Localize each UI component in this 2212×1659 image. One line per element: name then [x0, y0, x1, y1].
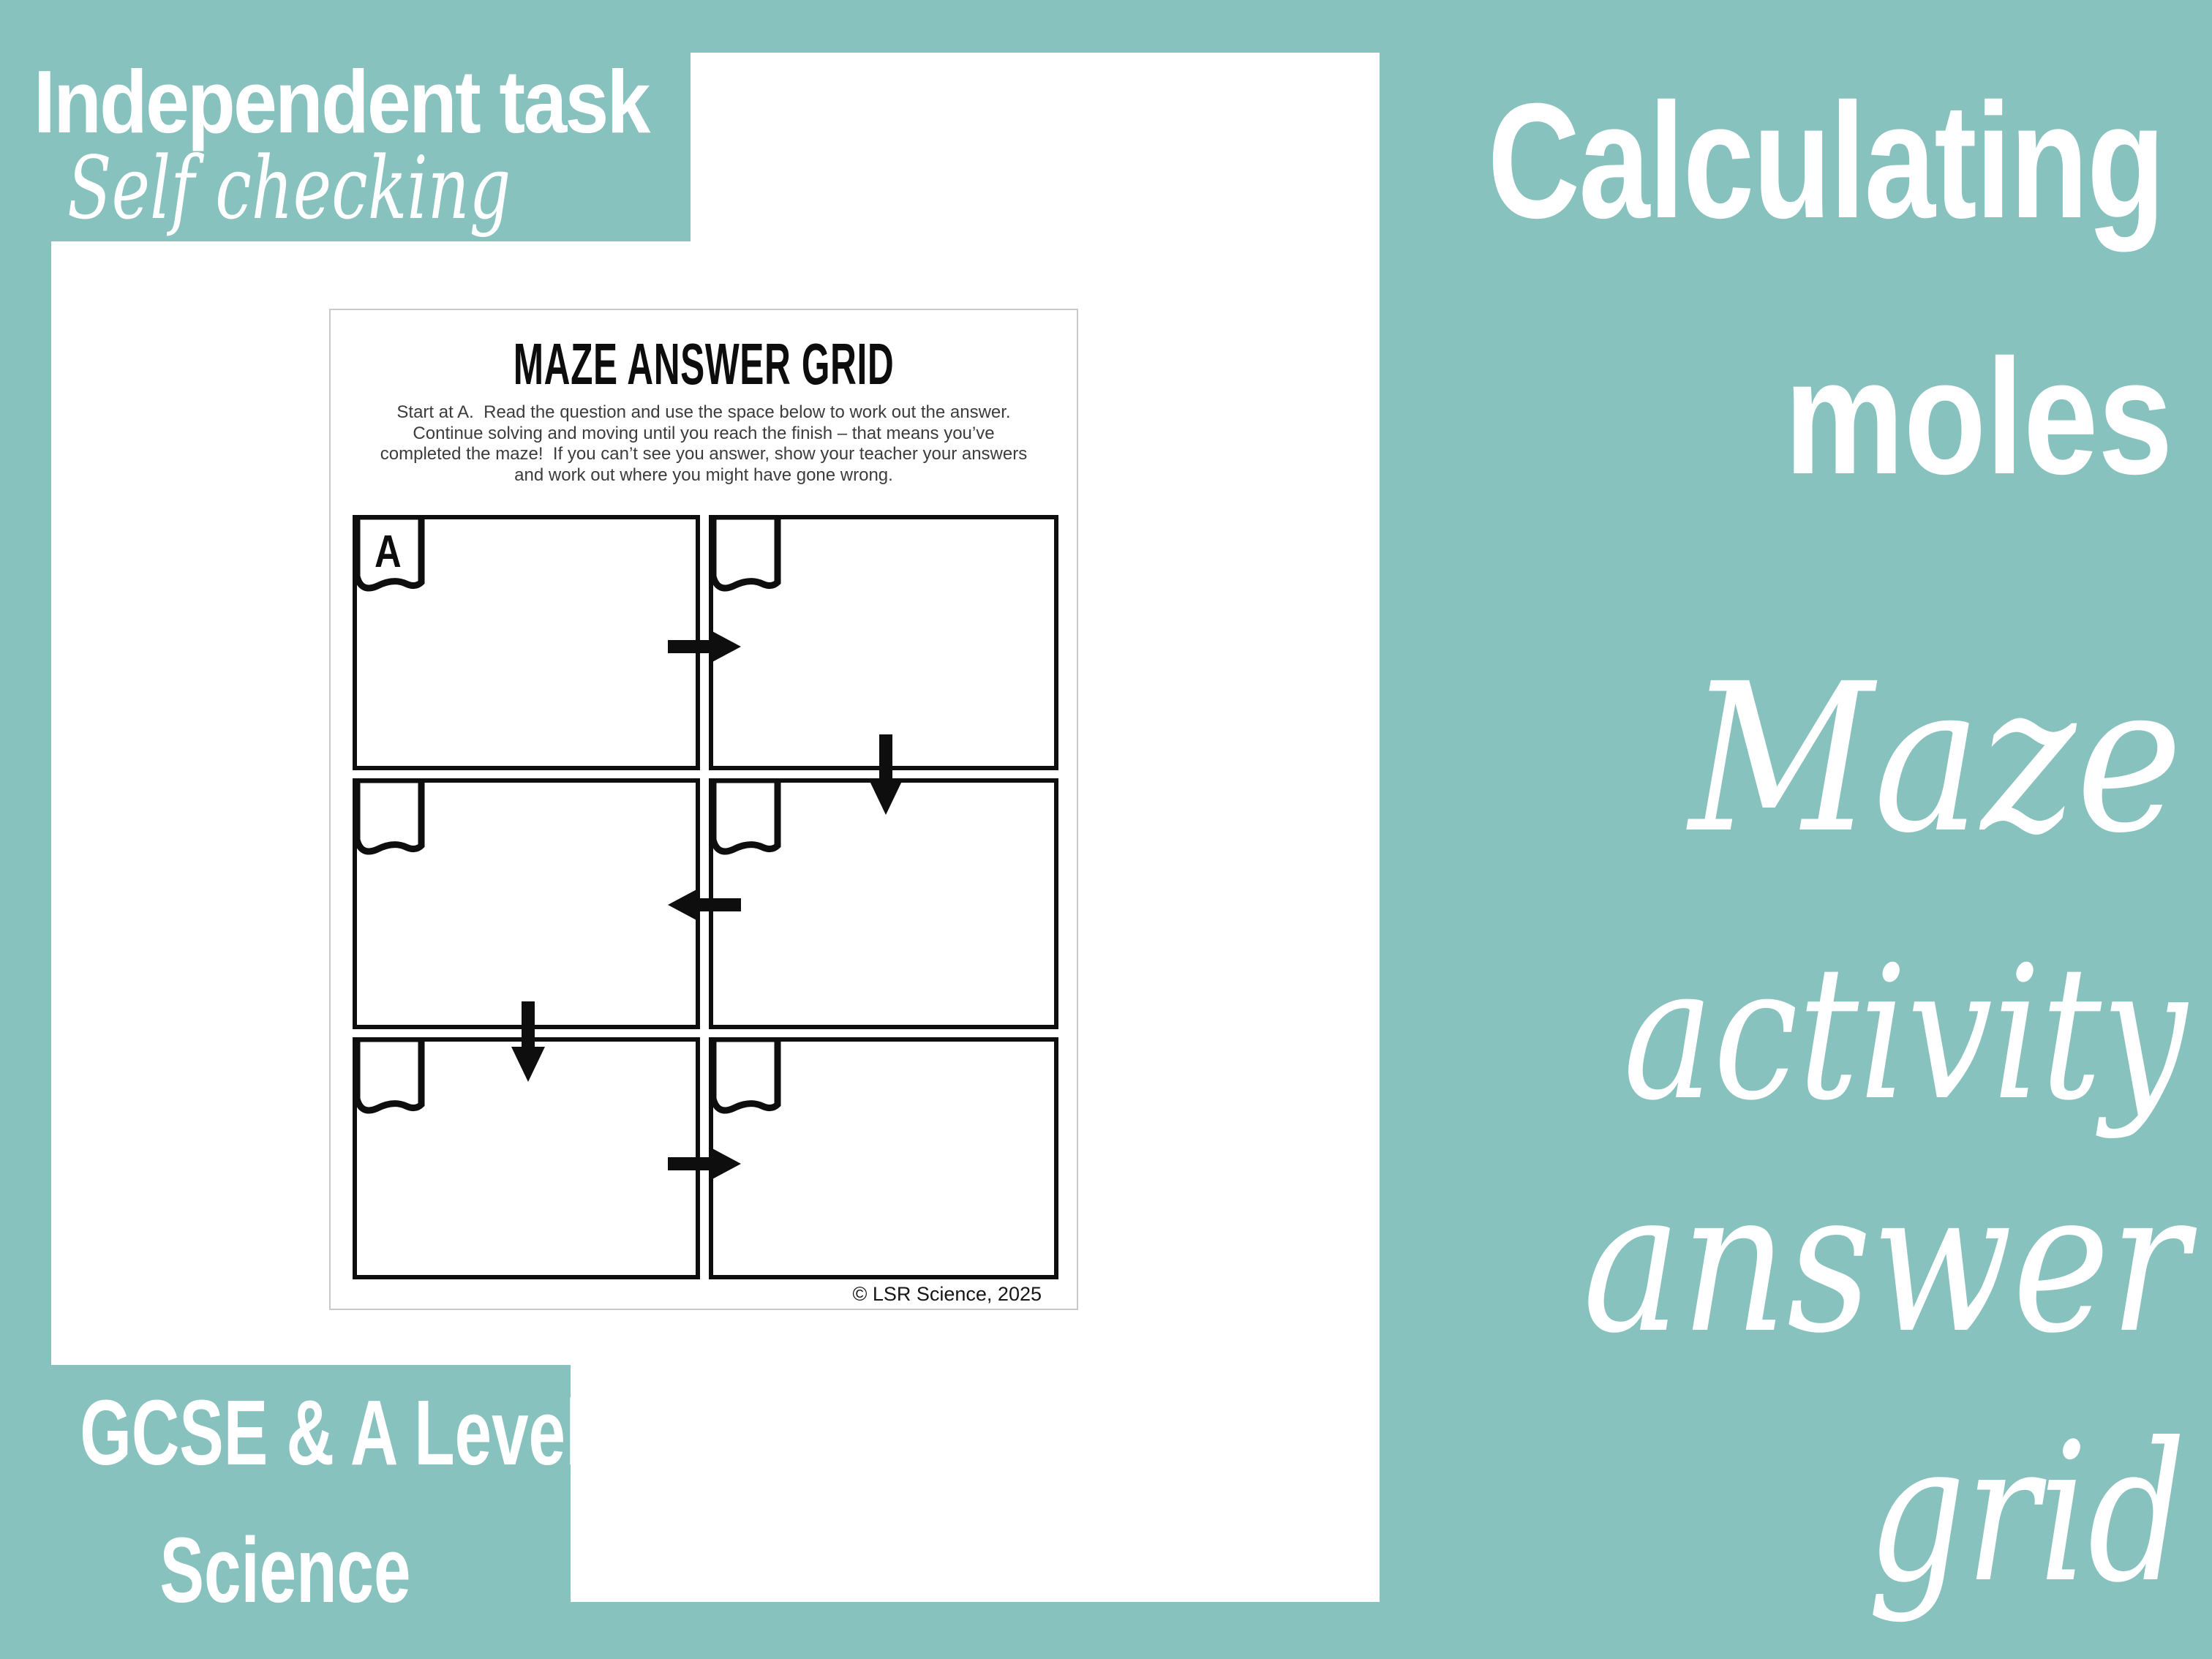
answer-box-1	[353, 515, 700, 770]
worksheet-instructions	[338, 402, 1069, 486]
answer-script-label: answer	[1582, 1148, 2189, 1377]
instruction-line-2: Continue solving and moving until you reach the finish – that means you’ve	[413, 423, 995, 443]
page-curl-icon	[353, 1037, 426, 1119]
answer-box-4	[709, 778, 1058, 1029]
science-label: Science	[159, 1519, 411, 1622]
instruction-line-4: and work out where you might have gone wrong.	[514, 464, 893, 485]
answer-box-2	[709, 515, 1058, 770]
activity-script-label: activity	[1623, 927, 2187, 1141]
page-curl-icon	[709, 515, 782, 597]
calculating-title: Calculating	[1487, 69, 2164, 252]
worksheet-title: MAZE ANSWER GRID	[513, 331, 895, 396]
copyright-text: © LSR Science, 2025	[852, 1283, 1042, 1305]
answer-box-3	[353, 778, 700, 1029]
maze-script-label: Maze	[1689, 640, 2183, 879]
independent-task-title: Independent task	[34, 52, 649, 151]
self-checking-subtitle: Self checking	[67, 138, 511, 238]
instruction-line-3: completed the maze! If you can’t see you answer, show your teacher your answers	[380, 444, 1028, 464]
grid-script-label: grid	[1867, 1402, 2186, 1625]
answer-box-6	[709, 1037, 1058, 1279]
arrow-right-icon	[668, 1147, 741, 1181]
page-curl-icon	[709, 778, 782, 860]
arrow-down-icon	[511, 1001, 545, 1082]
moles-title: moles	[1784, 326, 2172, 508]
gcse-a-level-label: GCSE & A Level	[80, 1381, 584, 1484]
bottom-left-badge	[0, 1365, 584, 1659]
top-left-badge	[0, 0, 691, 241]
page-curl-icon	[709, 1037, 782, 1119]
arrow-left-icon	[668, 888, 741, 922]
page-curl-icon	[353, 778, 426, 860]
arrow-right-icon	[668, 630, 741, 663]
arrow-down-icon	[869, 734, 903, 815]
start-letter-label: A	[375, 527, 402, 577]
worksheet-page	[329, 309, 1078, 1310]
instruction-line-1: Start at A. Read the question and use the space below to work out the answer.	[396, 402, 1011, 422]
